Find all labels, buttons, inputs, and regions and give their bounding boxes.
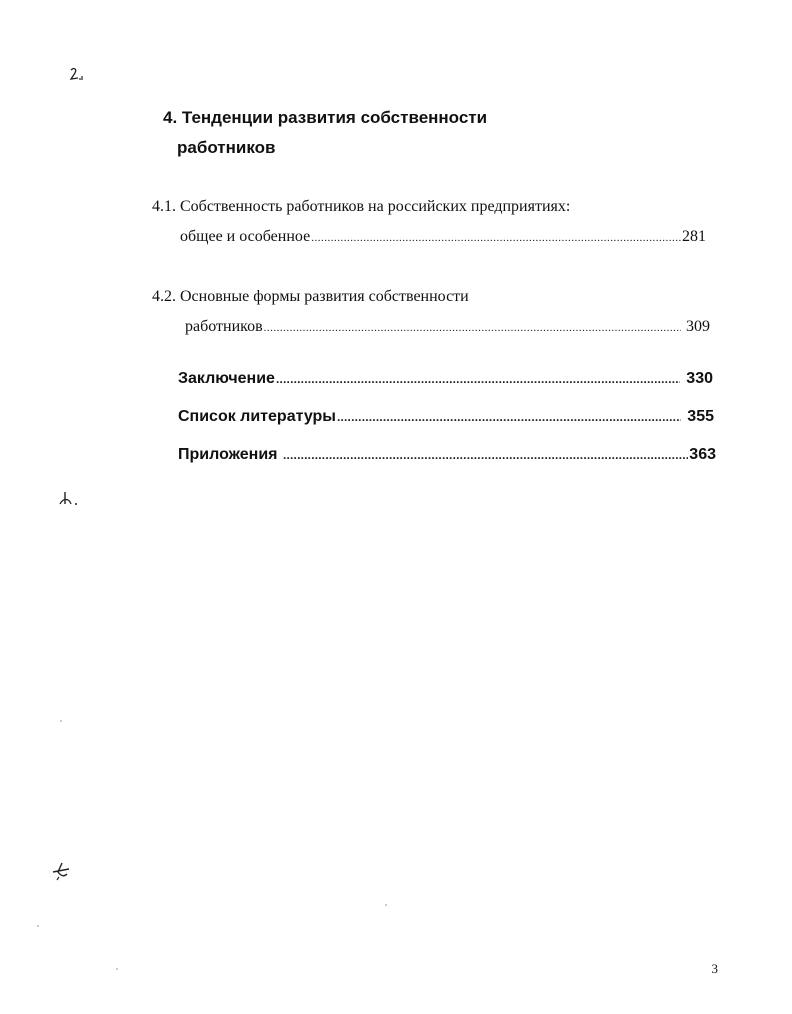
- toc-entry-continuation: общее и особенное: [180, 228, 311, 245]
- chapter-title-line-1: 4. Тенденции развития собственности: [163, 108, 488, 127]
- toc-entry-bibliography: [178, 406, 716, 428]
- dot-leader: [283, 444, 688, 466]
- chapter-title-line-2: работников: [177, 138, 276, 157]
- toc-entry-label: Список литературы: [178, 408, 336, 425]
- scan-speck: [60, 720, 62, 722]
- dot-leader: [337, 406, 681, 428]
- margin-handwritten-mark-bottom: [49, 860, 73, 882]
- toc-entry-continuation: работников: [185, 318, 263, 335]
- toc-entry-4-1: [152, 196, 706, 248]
- dot-leader: [311, 227, 681, 249]
- toc-entry-label: Приложения: [178, 446, 282, 463]
- toc-entry-conclusion: [178, 368, 716, 390]
- toc-entry-appendices: [178, 444, 716, 466]
- scan-speck: [116, 968, 118, 970]
- page-number: 3: [711, 961, 718, 976]
- toc-entry-4-2: [152, 286, 710, 338]
- toc-entry-line: [152, 226, 706, 248]
- toc-entry-page: 355: [687, 408, 714, 425]
- toc-entry-page: 363: [689, 446, 716, 463]
- toc-entry-page: 309: [686, 318, 710, 335]
- dot-leader: [264, 317, 681, 339]
- scan-speck: [37, 925, 39, 927]
- margin-handwritten-mark-top: [68, 66, 88, 84]
- toc-entry-page: 330: [686, 370, 713, 387]
- toc-back-matter: [178, 368, 716, 466]
- toc-entry-heading: 4.1. Собственность работников на российских предприятиях:: [152, 198, 571, 215]
- scan-speck: [385, 904, 387, 906]
- toc-entry-page: 281: [682, 228, 706, 245]
- toc-entry-label: Заключение: [178, 370, 275, 387]
- margin-handwritten-mark-middle: [57, 490, 81, 510]
- chapter-title: [163, 103, 487, 163]
- toc-entry-line: [152, 316, 710, 338]
- toc-entry-heading: 4.2. Основные формы развития собственности: [152, 288, 469, 305]
- dot-leader: [276, 368, 680, 390]
